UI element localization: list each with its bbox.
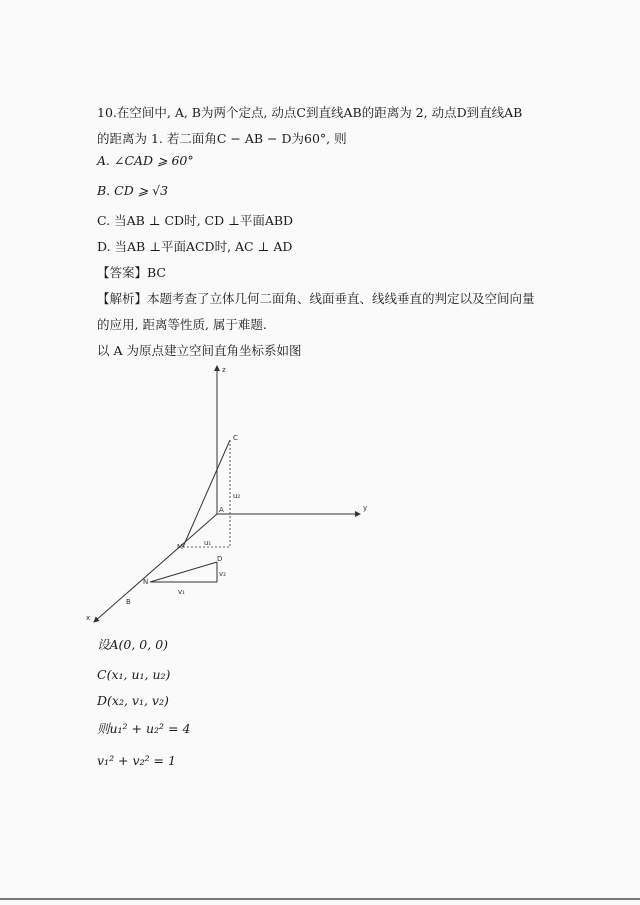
option-a: A. ∠CAD ⩾ 60° — [97, 153, 194, 168]
label-x: x — [86, 614, 91, 622]
option-c: C. 当AB ⊥ CD时, CD ⊥平面ABD — [97, 213, 294, 228]
label-M: M — [177, 543, 184, 551]
option-b: B. CD ⩾ √3 — [97, 183, 169, 198]
analysis-line-1: 【解析】本题考查了立体几何二面角、线面垂直、线线垂直的判定以及空间向量 — [97, 291, 535, 306]
option-d: D. 当AB ⊥平面ACD时, AC ⊥ AD — [97, 239, 293, 254]
label-y: y — [363, 504, 368, 512]
label-A: A — [219, 506, 224, 514]
label-v1: v₁ — [178, 588, 185, 596]
label-N: N — [143, 578, 149, 586]
analysis-line-3: 以 A 为原点建立空间直角坐标系如图 — [97, 343, 302, 358]
segment-MC — [183, 440, 230, 547]
question-line-1: 10.在空间中, A, B为两个定点, 动点C到直线AB的距离为 2, 动点D到直线AB — [97, 105, 523, 120]
label-z: z — [222, 366, 226, 374]
question-line-2: 的距离为 1. 若二面角C − AB − D为60°, 则 — [97, 131, 347, 146]
setup-line-5: v₁² + v₂² = 1 — [97, 753, 176, 768]
analysis-line-2: 的应用, 距离等性质, 属于难题. — [97, 317, 267, 332]
answer-line: 【答案】BC — [97, 265, 166, 280]
label-u1: u₁ — [204, 539, 212, 547]
label-D: D — [217, 555, 223, 563]
label-u2: u₂ — [233, 492, 241, 500]
coordinate-figure — [80, 360, 380, 630]
label-C: C — [233, 434, 238, 442]
setup-line-4: 则u₁² + u₂² = 4 — [97, 721, 191, 736]
setup-line-3: D(x₂, v₁, v₂) — [97, 693, 169, 708]
label-B: B — [126, 598, 131, 606]
setup-line-2: C(x₁, u₁, u₂) — [97, 667, 171, 682]
label-v2: v₂ — [219, 570, 226, 578]
segment-ND — [150, 562, 217, 582]
setup-line-1: 设A(0, 0, 0) — [97, 637, 169, 652]
bottom-rule — [0, 898, 640, 900]
